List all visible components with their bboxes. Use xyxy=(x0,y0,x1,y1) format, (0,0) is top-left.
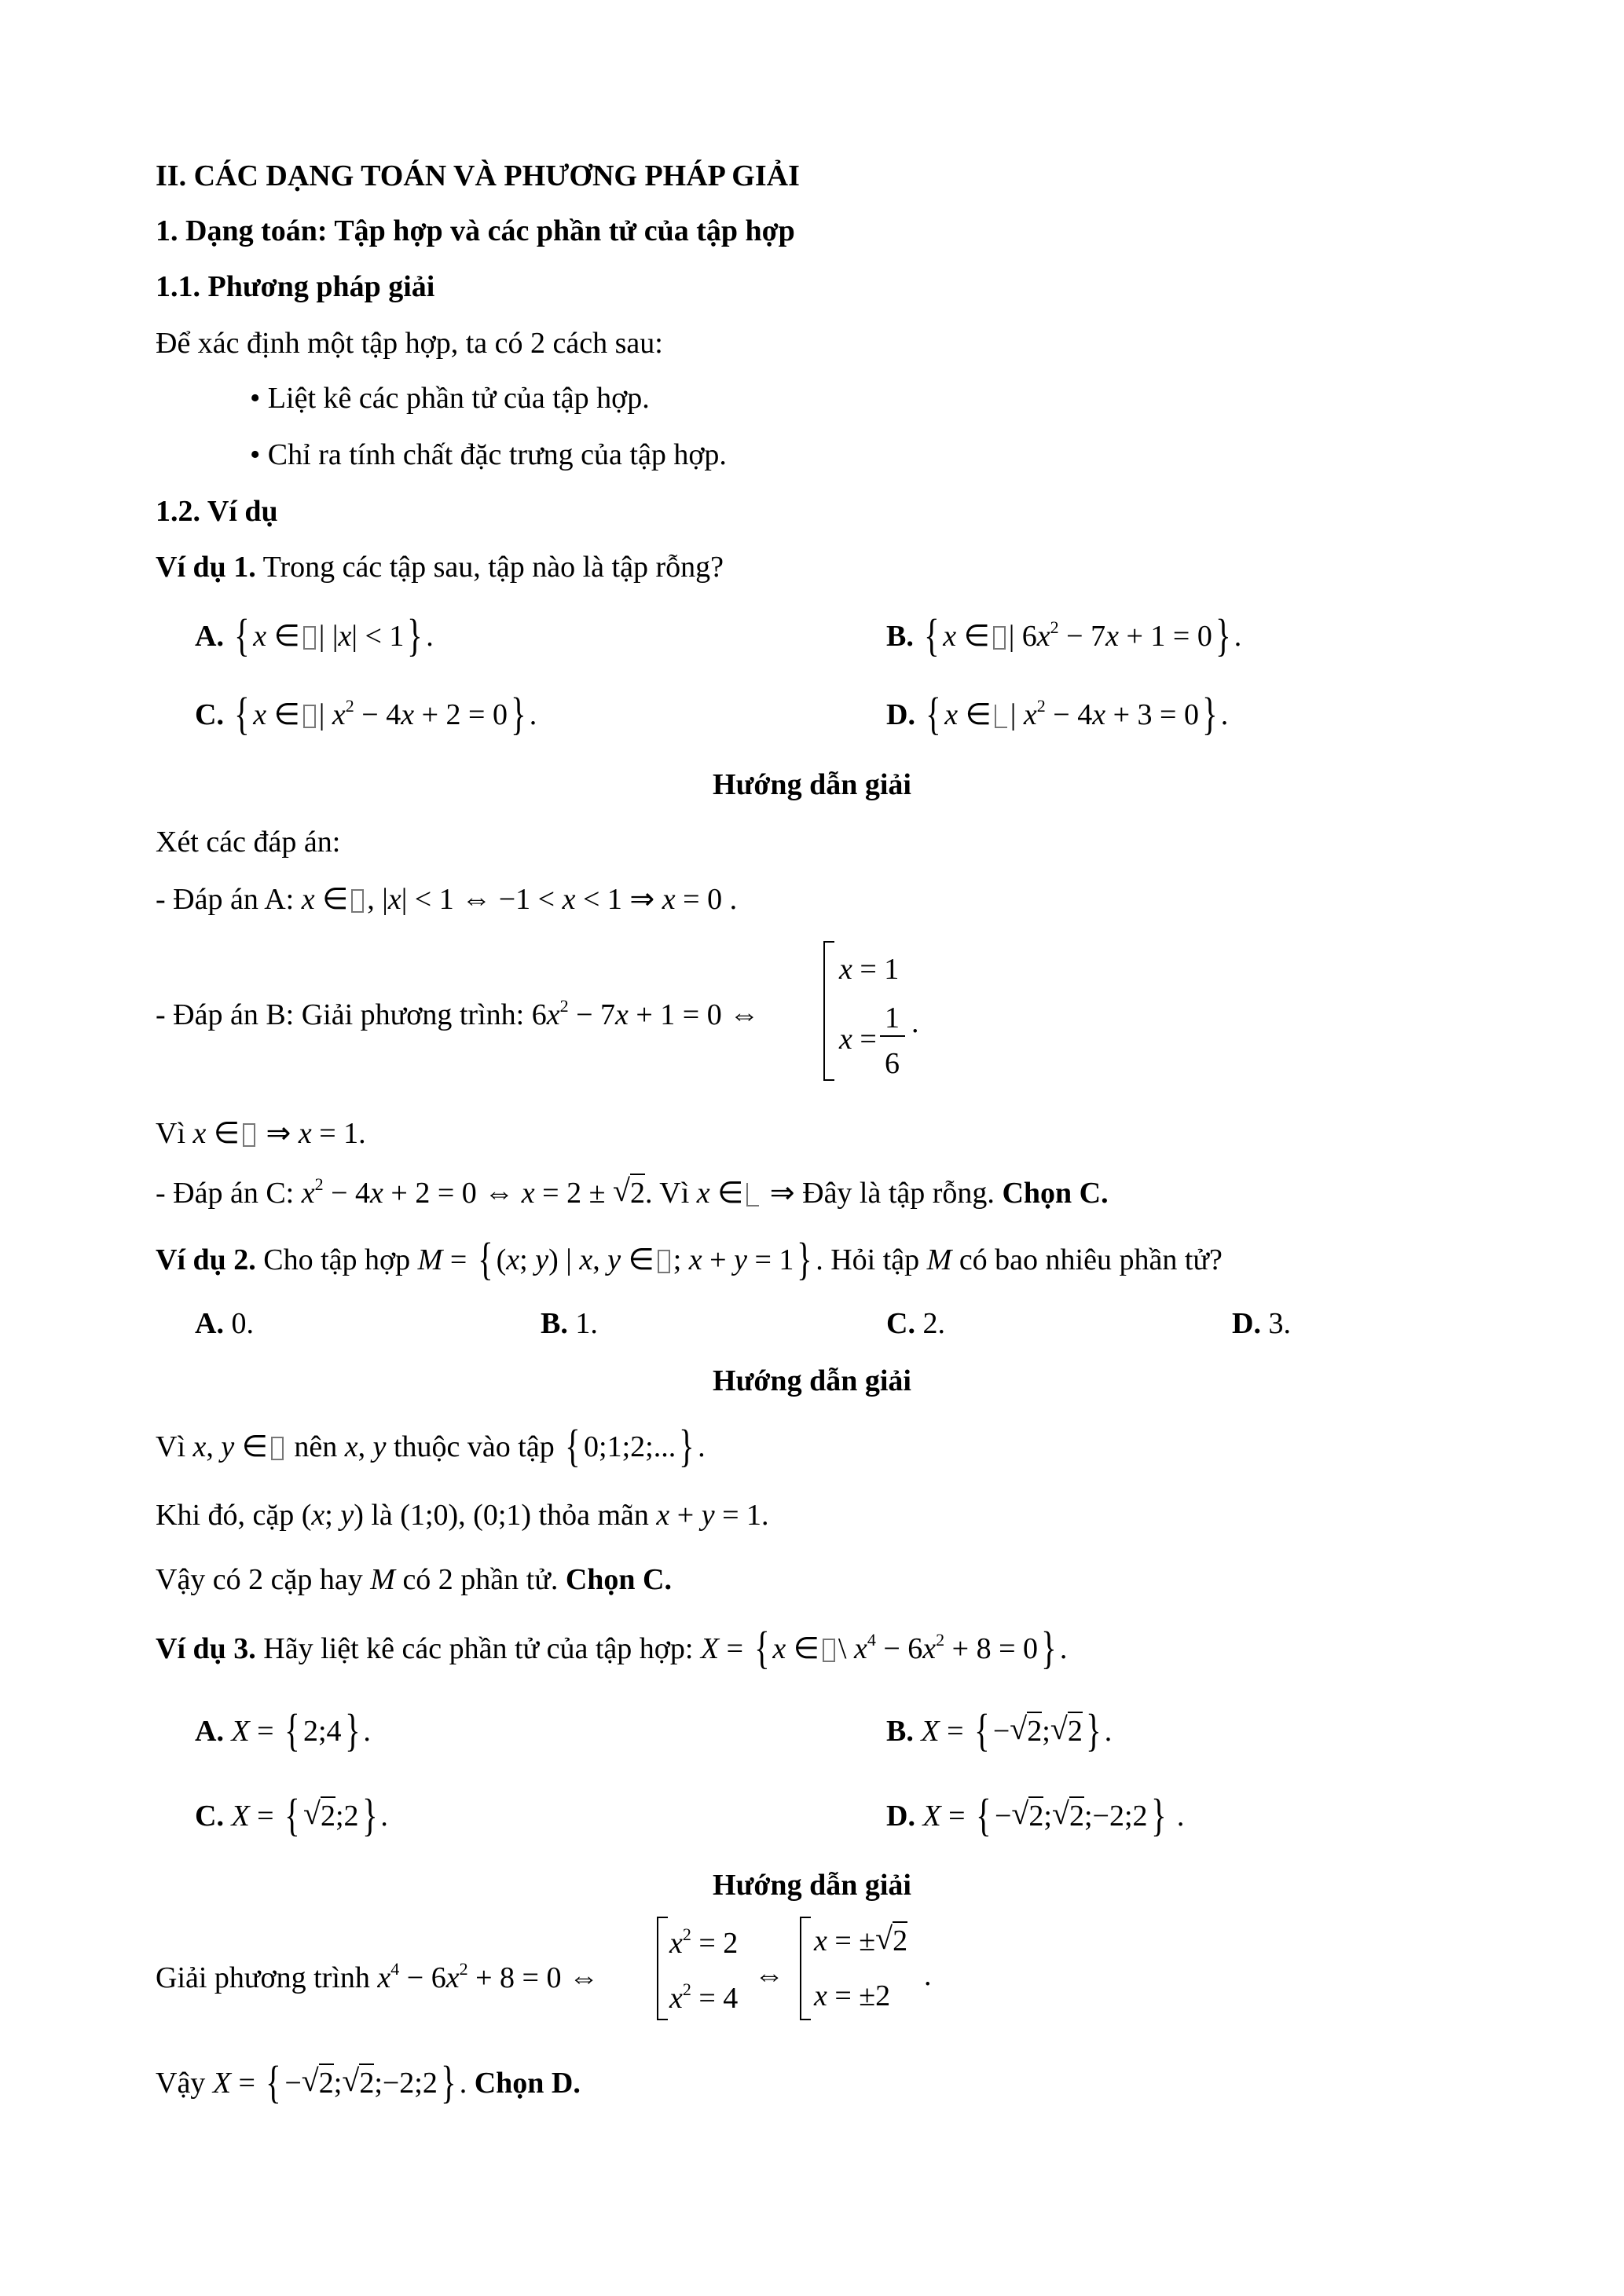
system-1-line-2: x = xyxy=(839,1023,877,1056)
system-1-line-1: x = 1 xyxy=(839,953,900,986)
solution-1-option-a: - Đáp án A: x ∈ , |x| < 1 ⇔ −1 < x < 1 ⇒ x = 0 . xyxy=(156,883,738,916)
solution-1-line-1: Xét các đáp án: xyxy=(156,826,341,859)
solution-1-line-4: Vì x ∈ ⇒ x = 1. xyxy=(156,1117,366,1150)
solution-2-line-2: Khi đó, cặp (x; y) là (1;0), (0;1) thỏa mãn x + y = 1. xyxy=(156,1499,769,1532)
system-bracket-1 xyxy=(823,941,825,1081)
system-3-line-1: x = ±√ 2 xyxy=(814,1926,907,1956)
solution-1-option-b: - Đáp án B: Giải phương trình: $6x^2 - 7x + 1 = 0$ ⇔ xyxy=(156,996,760,1031)
subsection-example-title: 1.2. Ví dụ xyxy=(156,495,278,528)
example-3-option-a: A. X = { 2;4} . xyxy=(195,1705,371,1756)
fraction-denominator: 6 xyxy=(885,1047,900,1080)
solution-heading-1: Hướng dẫn giải xyxy=(713,768,911,801)
system-bracket-2 xyxy=(657,1917,658,2020)
example-2-option-b: B. 1. xyxy=(541,1307,598,1340)
example-1-option-b: B. { x ∈ | $6x^2 - 7x + 1 = 0$} . xyxy=(886,610,1242,661)
example-3-question: Ví dụ 3. Hãy liệt kê các phần tử của tập hợp: X = { x ∈ \ $x^4 - 6x^2 + 8 = 0$} . xyxy=(156,1622,1068,1673)
bullet-item-1: • Liệt kê các phần tử của tập hợp. xyxy=(250,382,650,415)
solution-heading-3: Hướng dẫn giải xyxy=(713,1869,911,1902)
solution-2-line-1: Vì x, y ∈ nên x, y thuộc vào tập { 0;1;2;...} . xyxy=(156,1420,706,1471)
example-1-option-a: A. { x ∈ | |x| < 1} . xyxy=(195,610,434,661)
example-2-option-c: C. 2. xyxy=(886,1307,945,1340)
solution-heading-2: Hướng dẫn giải xyxy=(713,1364,911,1397)
system-2-line-1: $x^2 = 2$ xyxy=(669,1924,739,1960)
subsection-title: 1. Dạng toán: Tập hợp và các phần tử của tập hợp xyxy=(156,214,795,247)
system-bracket-3 xyxy=(800,1917,801,2020)
solution-2-line-3: Vậy có 2 cặp hay M có 2 phần tử. Chọn C. xyxy=(156,1563,672,1596)
example-1-option-c: C. { x ∈ | $x^2 - 4x + 2 = 0$} . xyxy=(195,688,537,739)
example-2-option-d: D. 3. xyxy=(1232,1307,1291,1340)
section-title: II. CÁC DẠNG TOÁN VÀ PHƯƠNG PHÁP GIẢI xyxy=(156,159,800,192)
example-3-option-c: C. X = {√ 2;2} . xyxy=(195,1797,388,1833)
example-3-option-b: B. X = { −√ 2;√ 2} . xyxy=(886,1712,1112,1749)
example-2-question: Ví dụ 2. Cho tập hợp M = { (x; y) | x, y ∈ ; x + y = 1} . Hỏi tập M có bao nhiêu phần tử? xyxy=(156,1233,1223,1284)
period: . xyxy=(911,1006,919,1039)
example-1-question: Ví dụ 1. Trong các tập sau, tập nào là tập rỗng? xyxy=(156,551,724,584)
example-1-option-d: D. { x ∈ | $x^2 - 4x + 3 = 0$} . xyxy=(886,688,1229,739)
equivalence-symbol: ⇔ xyxy=(754,1959,784,1992)
intro-text: Để xác định một tập hợp, ta có 2 cách sau: xyxy=(156,327,663,360)
fraction-bar xyxy=(880,1035,905,1037)
subsection-method-title: 1.1. Phương pháp giải xyxy=(156,270,435,303)
solution-3-line-1: Giải phương trình $x^4 - 6x^2 + 8 = 0$ ⇔ xyxy=(156,1959,599,1994)
example-2-option-a: A. 0. xyxy=(195,1307,254,1340)
fraction-numerator: 1 xyxy=(885,1002,900,1034)
solution-1-option-c: - Đáp án C: $x^2 - 4x + 2 = 0$ ⇔ x = 2 ± √ 2. Vì x ∈ ⇒ Đây là tập rỗng. Chọn C. xyxy=(156,1176,1109,1208)
solution-3-line-2: Vậy X = { −√ 2;√ 2;−2;2} . Chọn D. xyxy=(156,2064,581,2100)
system-3-line-2: x = ±2 xyxy=(814,1979,891,2012)
bullet-item-2: • Chỉ ra tính chất đặc trưng của tập hợp. xyxy=(250,438,727,471)
period: . xyxy=(924,1959,932,1992)
example-3-option-d: D. X = { −√ 2;√ 2;−2;2} . xyxy=(886,1797,1184,1833)
system-2-line-2: $x^2 = 4$ xyxy=(669,1979,739,2015)
